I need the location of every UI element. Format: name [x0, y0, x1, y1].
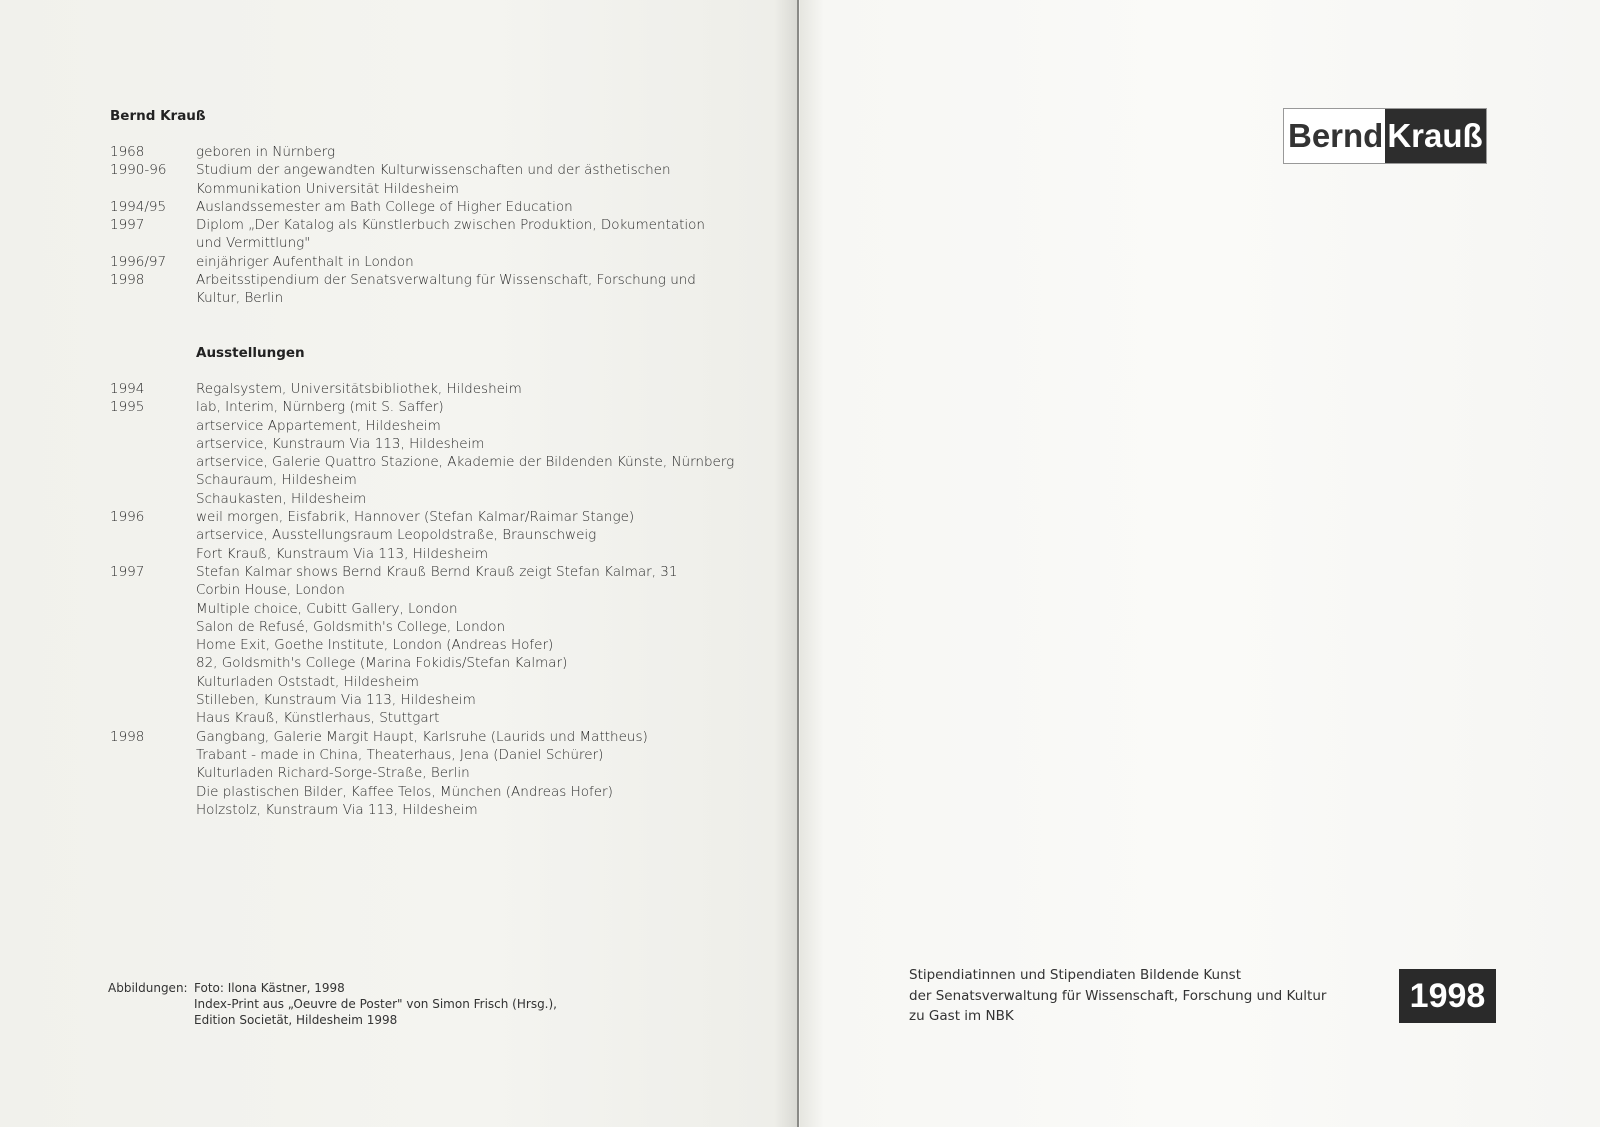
- bio-row: [110, 198, 730, 216]
- exhibition-row: [110, 600, 750, 618]
- exhibition-row: [110, 728, 750, 746]
- exhibition-row: [110, 417, 750, 435]
- bio-year: 1996/97: [110, 253, 167, 270]
- exhibition-row: [110, 545, 750, 563]
- exhibition-text: Schaukasten, Hildesheim: [196, 490, 367, 507]
- exhibition-text: Gangbang, Galerie Margit Haupt, Karlsruhe (Laurids und Mattheus): [196, 728, 648, 745]
- exhibition-year: [110, 526, 196, 544]
- credits-line: Index-Print aus „Oeuvre de Poster" von Simon Frisch (Hrsg.),: [194, 997, 557, 1011]
- exhibition-text: Stefan Kalmar shows Bernd Krauß Bernd Krauß zeigt Stefan Kalmar, 31: [196, 563, 678, 580]
- exhibition-text: Haus Krauß, Künstlerhaus, Stuttgart: [196, 710, 440, 727]
- exhibitions-heading: Ausstellungen: [196, 345, 305, 361]
- bio-row: [110, 161, 730, 198]
- exhibition-year: 1997: [110, 563, 145, 580]
- exhibition-year: [110, 600, 196, 618]
- description-line: Stipendiatinnen und Stipendiaten Bildende Kunst: [909, 967, 1241, 983]
- exhibition-year: [110, 636, 196, 654]
- exhibition-row: [110, 636, 750, 654]
- credits-label: Abbildungen:: [108, 981, 188, 995]
- bio-text: Studium der angewandten Kulturwissenschaften und der ästhetischen Kommunikation Universität Hildesheim: [196, 162, 671, 197]
- exhibition-text: Home Exit, Goethe Institute, London (Andreas Hofer): [196, 637, 554, 654]
- exhibition-row: [110, 453, 750, 471]
- exhibition-year: [110, 471, 196, 489]
- exhibition-row: [110, 490, 750, 508]
- exhibition-text: lab, Interim, Nürnberg (mit S. Saffer): [196, 399, 444, 416]
- exhibition-year: [110, 783, 196, 801]
- exhibition-text: Corbin House, London: [196, 582, 345, 599]
- artist-logo: [1283, 108, 1487, 164]
- bio-text: geboren in Nürnberg: [196, 144, 336, 160]
- left-page: [0, 0, 798, 1127]
- bio-year: 1997: [110, 217, 145, 234]
- exhibition-row: [110, 508, 750, 526]
- exhibition-text: Kulturladen Richard-Sorge-Straße, Berlin: [196, 765, 470, 782]
- exhibition-year: [110, 691, 196, 709]
- bio-text: Diplom „Der Katalog als Künstlerbuch zwischen Produktion, Dokumentation und Vermittlung": [196, 217, 705, 252]
- exhibition-year: [110, 453, 196, 471]
- description-line: der Senatsverwaltung für Wissenschaft, Forschung und Kultur: [909, 987, 1327, 1004]
- exhibition-text: artservice, Galerie Quattro Stazione, Akademie der Bildenden Künste, Nürnberg: [196, 454, 735, 471]
- artist-name-heading: Bernd Krauß: [110, 108, 206, 124]
- exhibition-row: [110, 691, 750, 709]
- exhibition-text: Stilleben, Kunstraum Via 113, Hildesheim: [196, 692, 476, 709]
- exhibition-year: [110, 490, 196, 508]
- bio-year: 1998: [110, 272, 145, 289]
- exhibition-row: [110, 435, 750, 453]
- exhibition-row: [110, 709, 750, 727]
- program-description: [909, 965, 1369, 1027]
- exhibition-year: [110, 709, 196, 727]
- exhibition-row: [110, 801, 750, 819]
- exhibition-year: [110, 764, 196, 782]
- exhibition-year: 1996: [110, 509, 145, 526]
- exhibition-row: [110, 618, 750, 636]
- exhibitions-list: [110, 380, 750, 819]
- exhibition-row: [110, 783, 750, 801]
- bio-text: einjähriger Aufenthalt in London: [196, 253, 414, 270]
- exhibition-text: Salon de Refusé, Goldsmith's College, London: [196, 618, 506, 635]
- exhibition-row: [110, 471, 750, 489]
- exhibition-row: [110, 581, 750, 599]
- logo-last-name: Krauß: [1385, 109, 1485, 163]
- exhibition-year: [110, 654, 196, 672]
- right-page: [800, 0, 1600, 1127]
- bio-year: 1994/95: [110, 198, 167, 215]
- exhibition-text: artservice, Ausstellungsraum Leopoldstraße, Braunschweig: [196, 527, 597, 544]
- exhibition-year: [110, 581, 196, 599]
- biography-list: [110, 143, 730, 308]
- exhibition-text: Regalsystem, Universitätsbibliothek, Hildesheim: [196, 381, 522, 397]
- exhibition-text: weil morgen, Eisfabrik, Hannover (Stefan Kalmar/Raimar Stange): [196, 509, 635, 526]
- exhibition-row: [110, 398, 750, 416]
- bio-row: [110, 253, 730, 271]
- exhibition-year: 1995: [110, 399, 145, 416]
- exhibition-year: [110, 435, 196, 453]
- exhibition-row: [110, 746, 750, 764]
- exhibition-text: Holzstolz, Kunstraum Via 113, Hildesheim: [196, 801, 478, 818]
- exhibition-text: artservice, Kunstraum Via 113, Hildesheim: [196, 435, 485, 452]
- exhibition-year: 1998: [110, 728, 145, 745]
- exhibition-row: [110, 654, 750, 672]
- bio-year: 1968: [110, 144, 145, 160]
- exhibition-text: Die plastischen Bilder, Kaffee Telos, München (Andreas Hofer): [196, 783, 613, 800]
- exhibition-year: 1994: [110, 381, 145, 397]
- exhibition-text: Trabant - made in China, Theaterhaus, Jena (Daniel Schürer): [196, 746, 604, 763]
- exhibition-text: Kulturladen Oststadt, Hildesheim: [196, 673, 419, 690]
- exhibition-year: [110, 417, 196, 435]
- exhibition-text: Multiple choice, Cubitt Gallery, London: [196, 600, 458, 617]
- exhibition-year: [110, 746, 196, 764]
- exhibition-row: [110, 563, 750, 581]
- book-spine: [797, 0, 799, 1127]
- exhibition-text: Fort Krauß, Kunstraum Via 113, Hildesheim: [196, 545, 488, 562]
- exhibition-row: [110, 526, 750, 544]
- exhibition-row: [110, 673, 750, 691]
- year-badge: 1998: [1399, 969, 1496, 1023]
- exhibition-year: [110, 545, 196, 563]
- exhibition-year: [110, 618, 196, 636]
- bio-row: [110, 216, 730, 253]
- credits-text: [194, 980, 668, 1028]
- exhibition-year: [110, 801, 196, 819]
- image-credits: [108, 980, 668, 1028]
- exhibition-text: artservice Appartement, Hildesheim: [196, 417, 441, 434]
- bio-text: Auslandssemester am Bath College of Higher Education: [196, 198, 573, 215]
- bio-row: [110, 143, 730, 161]
- bio-text: Arbeitsstipendium der Senatsverwaltung für Wissenschaft, Forschung und Kultur, Berlin: [196, 272, 696, 307]
- exhibition-year: [110, 673, 196, 691]
- exhibition-text: Schauraum, Hildesheim: [196, 472, 357, 489]
- description-line: zu Gast im NBK: [909, 1008, 1014, 1024]
- logo-first-name: Bernd: [1284, 109, 1385, 163]
- bio-row: [110, 271, 730, 308]
- exhibition-text: 82, Goldsmith's College (Marina Fokidis/Stefan Kalmar): [196, 655, 568, 672]
- exhibition-row: [110, 764, 750, 782]
- bio-year: 1990-96: [110, 162, 167, 179]
- credits-line: Edition Societät, Hildesheim 1998: [194, 1013, 398, 1027]
- credits-line: Foto: Ilona Kästner, 1998: [194, 981, 345, 995]
- exhibition-row: [110, 380, 750, 398]
